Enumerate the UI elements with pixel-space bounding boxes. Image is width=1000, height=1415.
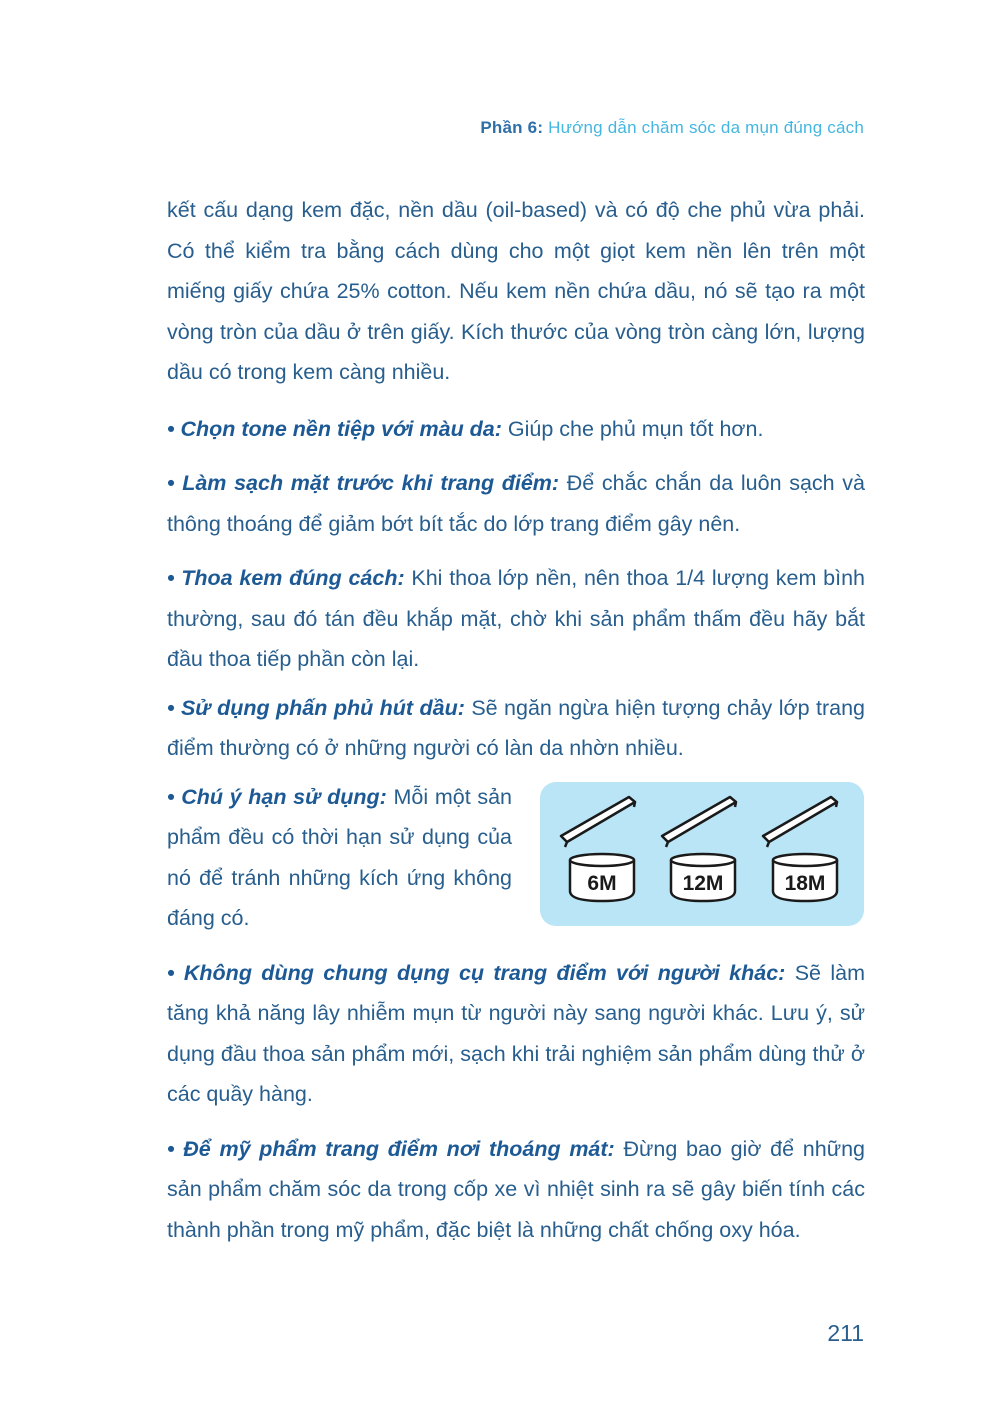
bullet-item xyxy=(167,777,512,939)
intro-paragraph: kết cấu dạng kem đặc, nền dầu (oil-based) và có độ che phủ vừa phải. Có thể kiểm tra bằng cách dùng cho một giọt kem nền lên trên một miếng giấy chứa 25% cotton. Nếu kem nền chứa dầu, nó sẽ tạo ra một vòng tròn của dầu ở trên giấy. Kích thước của vòng tròn càng lớn, lượng dầu có trong kem càng nhiều. xyxy=(167,198,865,384)
bullet-item xyxy=(167,558,865,680)
page-number: 211 xyxy=(827,1320,864,1346)
expiry-jars-illustration xyxy=(540,782,864,926)
expiry-row xyxy=(167,777,865,939)
bullet-label: • Chú ý hạn sử dụng: xyxy=(167,784,387,809)
header-title: Hướng dẫn chăm sóc da mụn đúng cách xyxy=(548,118,864,137)
bullet-text: Sẽ ngăn ngừa hiện tượng chảy lớp trang điểm thường có ở những người có làn da nhờn nhiều. xyxy=(167,695,865,760)
bullet-item xyxy=(167,463,865,544)
bullet-text: Khi thoa lớp nền, nên thoa 1/4 lượng kem bình thường, sau đó tán đều khắp mặt, chờ khi sản phẩm thấm đều hãy bắt đầu thoa tiếp phần còn lại. xyxy=(167,566,865,671)
bullet-label: • Thoa kem đúng cách: xyxy=(167,566,405,590)
bullet-item xyxy=(167,1129,865,1251)
jar-label: 12M xyxy=(682,871,724,895)
jar-12m-icon xyxy=(662,797,736,901)
jar-label: 18M xyxy=(784,871,826,895)
jar-6m-icon xyxy=(561,797,635,901)
bullet-label: • Làm sạch mặt trước khi trang điểm: xyxy=(167,471,560,495)
jar-label: 6M xyxy=(587,871,617,895)
bullet-text: Mỗi một sản phẩm đều có thời hạn sử dụng của nó để tránh những kích ứng không đáng có. xyxy=(167,784,512,930)
bullet-label: • Sử dụng phấn phủ hút dầu: xyxy=(167,695,465,720)
running-header xyxy=(480,118,864,138)
bullet-text: Giúp che phủ mụn tốt hơn. xyxy=(501,416,764,441)
header-part: Phần 6: xyxy=(480,118,544,137)
bullet-label: • Chọn tone nền tiệp với màu da: xyxy=(167,416,502,441)
bullet-text: Sẽ làm tăng khả năng lây nhiễm mụn từ người này sang người khác. Lưu ý, sử dụng đầu thoa sản phẩm mới, sạch khi trải nghiệm sản phẩm dùng thử ở các quầy hàng. xyxy=(167,960,865,1106)
bullet-label: • Để mỹ phẩm trang điểm nơi thoáng mát: xyxy=(167,1136,615,1161)
bullet-item xyxy=(167,409,865,450)
jars-svg xyxy=(540,782,864,926)
jar-18m-icon xyxy=(763,797,837,901)
bullet-text: Đừng bao giờ để những sản phẩm chăm sóc da trong cốp xe vì nhiệt sinh ra sẽ gây biến tính các thành phần trong mỹ phẩm, đặc biệt là những chất chống oxy hóa. xyxy=(167,1136,865,1242)
bullet-item xyxy=(167,688,865,769)
page-content xyxy=(167,190,865,1250)
bullet-text: Để chắc chắn da luôn sạch và thông thoáng để giảm bớt bít tắc do lớp trang điểm gây nên. xyxy=(167,471,865,536)
bullet-label: • Không dùng chung dụng cụ trang điểm với người khác: xyxy=(167,960,786,985)
bullet-item xyxy=(167,953,865,1115)
